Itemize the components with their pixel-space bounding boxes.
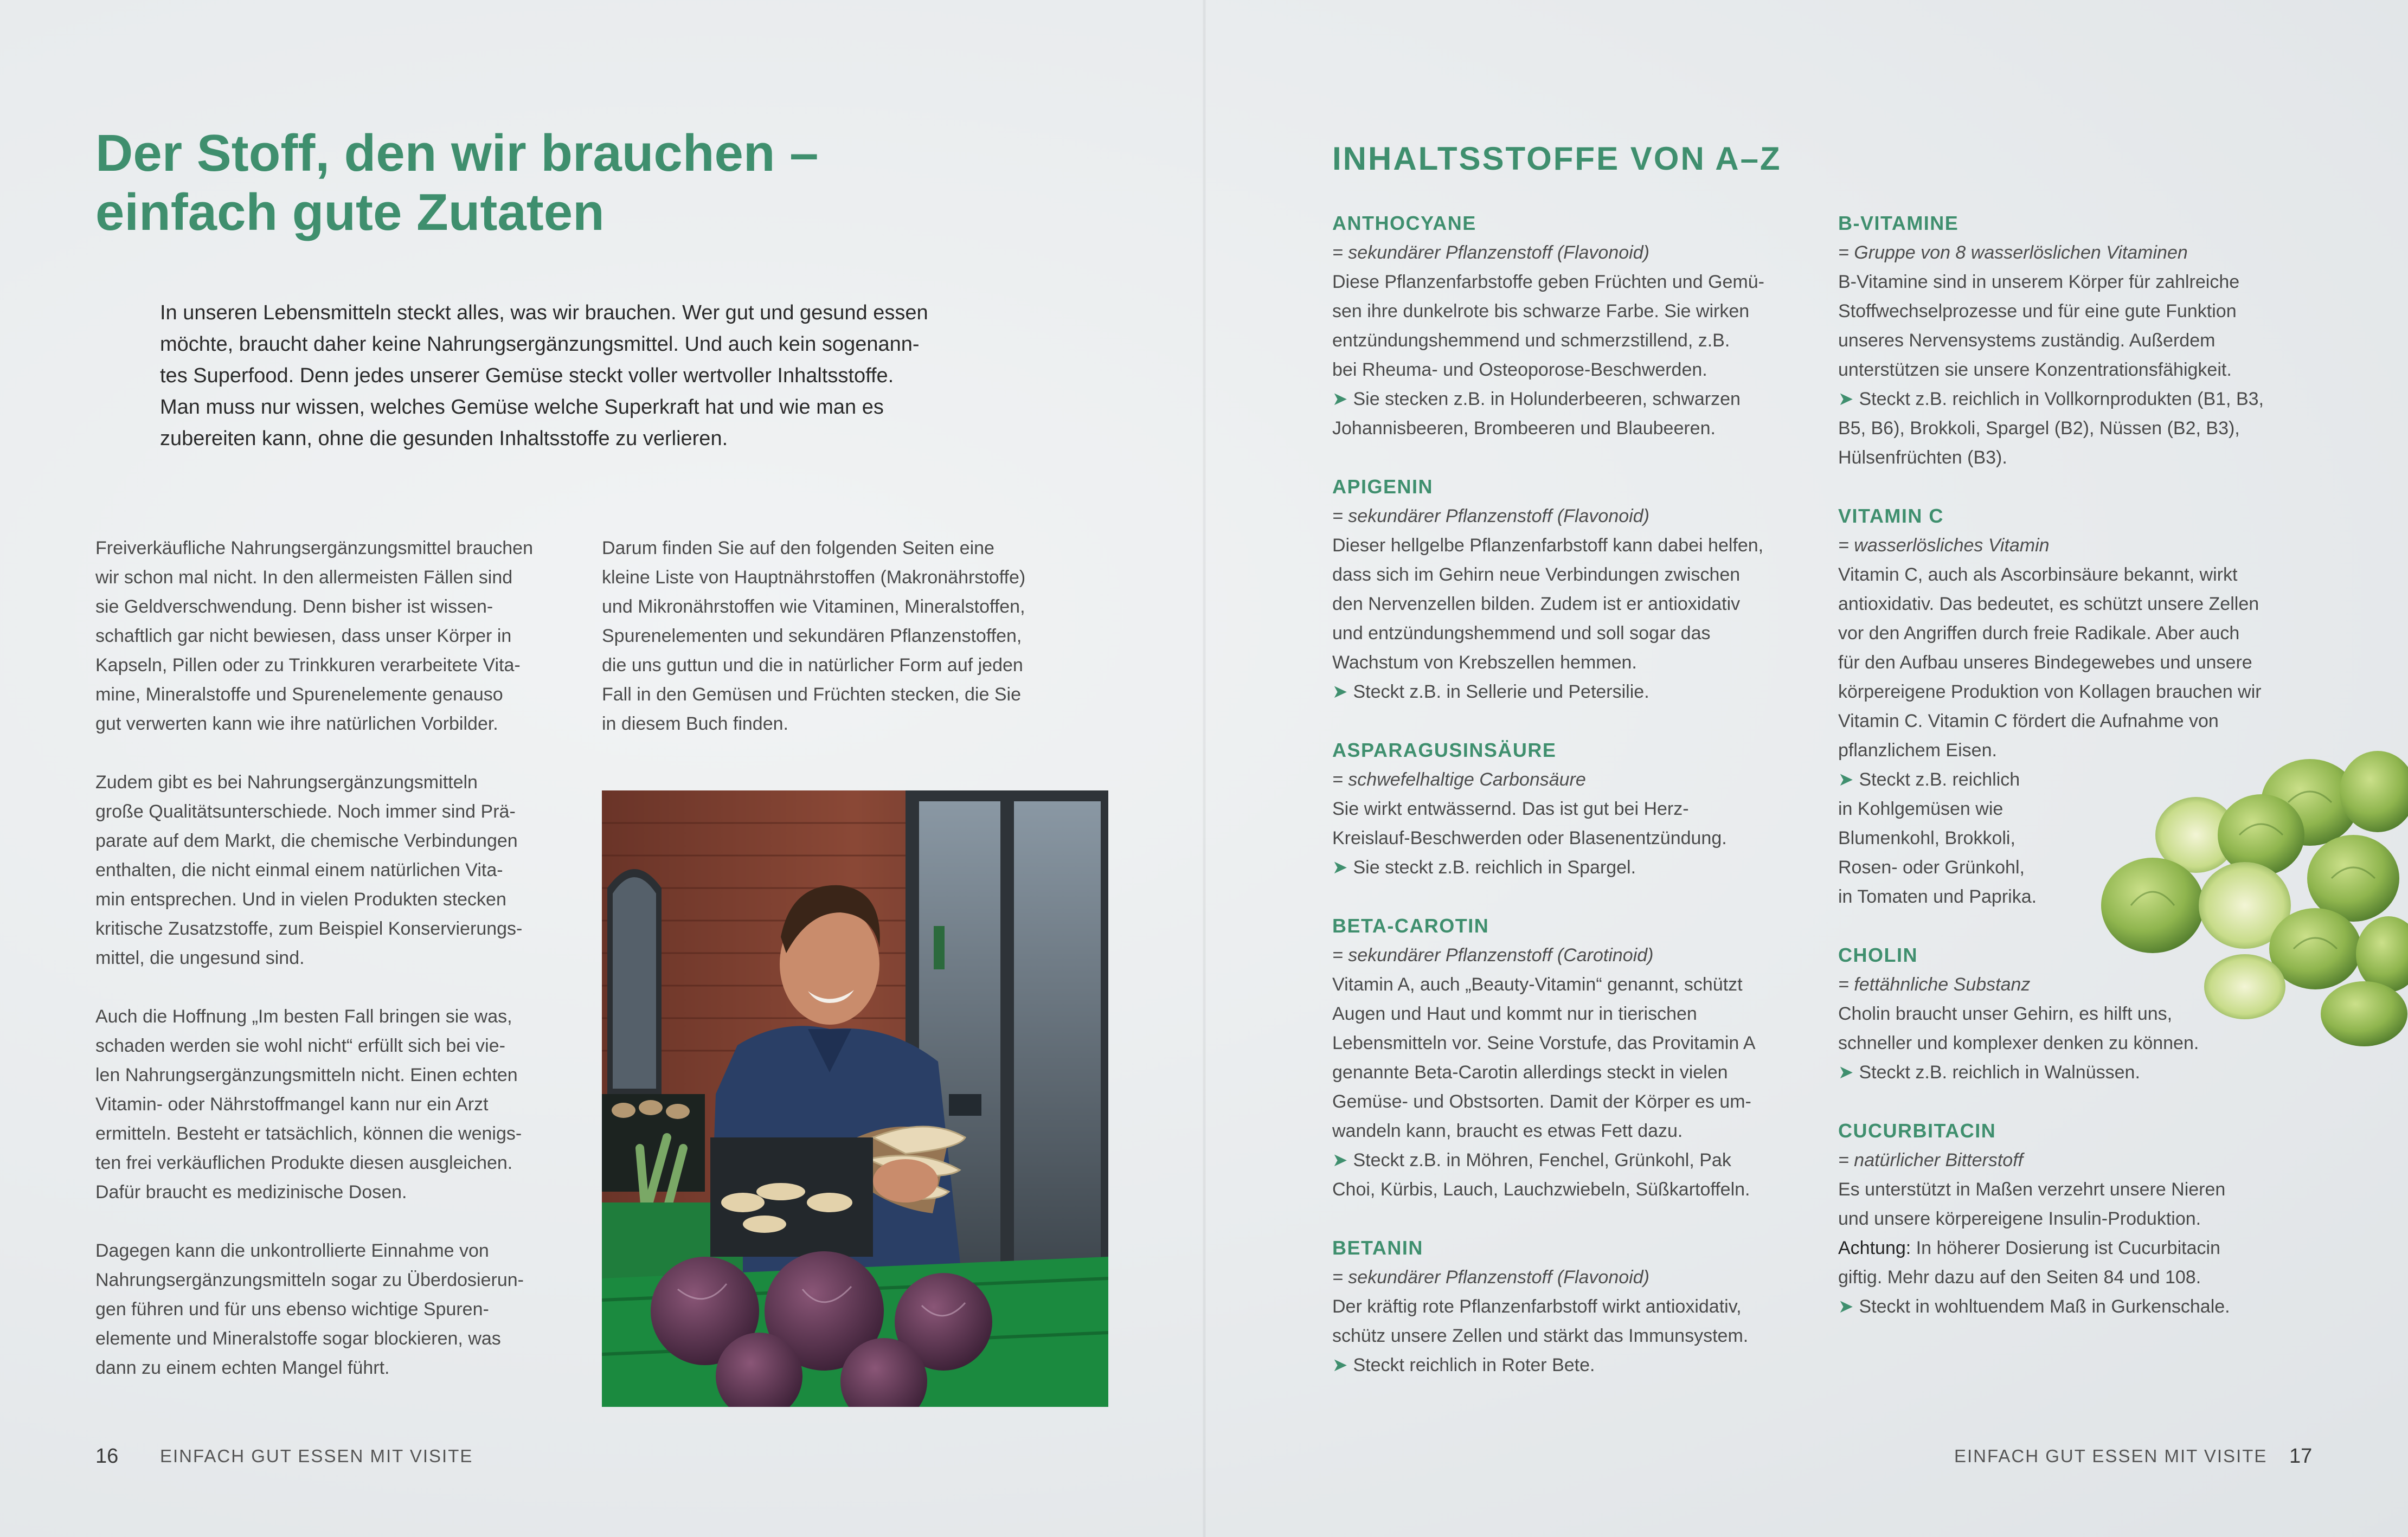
running-footer-left: EINFACH GUT ESSEN MIT VISITE [160,1446,473,1466]
warning-text: In höherer Dosierung ist Cucurbitacin [1911,1238,2220,1258]
entry-title: VITAMIN C [1838,505,1944,527]
body-line: mine, Mineralstoffe und Spurenelemente genauso [95,684,503,705]
body-line: elemente und Mineralstoffe sogar blockieren, was [95,1328,501,1349]
arrow-icon: ➤ [1838,389,1854,409]
entry-line: und entzündungshemmend und soll sogar das [1332,623,1711,644]
body-line: Auch die Hoffnung „Im besten Fall bringen sie was, [95,1006,512,1027]
entry-source-text: Steckt z.B. reichlich [1859,769,2020,790]
body-line: len Nahrungsergänzungsmitteln nicht. Einen echten [95,1065,518,1085]
entry-line: und unsere körpereigene Insulin-Produktion. [1838,1208,2201,1229]
entry-title: CUCURBITACIN [1838,1120,1996,1142]
entry-line: vor den Angriffen durch freie Radikale. Aber auch [1838,623,2240,644]
entry-line: bei Rheuma- und Osteoporose-Beschwerden. [1332,359,1707,380]
arrow-icon: ➤ [1332,389,1348,409]
body-column-right [602,533,1101,768]
body-line: große Qualitätsunterschiede. Noch immer sind Prä- [95,801,516,822]
entry-source-text: Steckt reichlich in Roter Bete. [1353,1355,1595,1375]
body-line: in diesem Buch finden. [602,713,788,734]
glossary-entry [1838,209,2353,472]
page-headline [95,124,909,242]
glossary-column-left [1332,209,1809,1409]
entry-source-line [1332,384,1809,414]
entry-line: körpereigene Produktion von Kollagen brauchen wir [1838,681,2262,702]
page-number-left: 16 [95,1445,119,1468]
entry-line: sen ihre dunkelrote bis schwarze Farbe. Sie wirken [1332,301,1750,321]
entry-source-text: Rosen- oder Grünkohl, [1838,857,2025,878]
body-paragraph [95,768,583,973]
body-line: und Mikronährstoffen wie Vitaminen, Mineralstoffen, [602,596,1025,617]
running-footer-right: EINFACH GUT ESSEN MIT VISITE [1954,1446,2268,1466]
entry-source-text: Johannisbeeren, Brombeeren und Blaubeeren. [1332,418,1716,439]
body-line: wir schon mal nicht. In den allermeisten Fällen sind [95,567,513,588]
entry-line: entzündungshemmend und schmerzstillend, z.B. [1332,330,1730,351]
entry-subtitle: = schwefelhaltige Carbonsäure [1332,769,1586,790]
intro-line: zubereiten kann, ohne die gesunden Inhaltsstoffe zu verlieren. [160,427,728,450]
body-line: Dagegen kann die unkontrollierte Einnahme von [95,1240,489,1261]
entry-title: BETANIN [1332,1237,1423,1259]
entry-line: unseres Nervensystems zuständig. Außerdem [1838,330,2216,351]
body-line: Darum finden Sie auf den folgenden Seiten eine [602,538,994,558]
entry-line: Diese Pflanzenfarbstoffe geben Früchten und Gemü- [1332,272,1764,292]
entry-line: Gemüse- und Obstsorten. Damit der Körper es um- [1332,1091,1751,1112]
entry-title: ASPARAGUSINSÄURE [1332,739,1557,761]
entry-line: Vitamin A, auch „Beauty-Vitamin“ genannt, schützt [1332,974,1743,995]
entry-subtitle: = natürlicher Bitterstoff [1838,1150,2024,1171]
entry-title: BETA-CAROTIN [1332,915,1489,937]
intro-line: In unseren Lebensmitteln steckt alles, was wir brauchen. Wer gut und gesund essen [160,301,928,324]
entry-warning-line [1838,1263,2353,1292]
entry-source-text: Steckt in wohltuendem Maß in Gurkenschale. [1859,1296,2230,1317]
entry-source-text: Sie steckt z.B. reichlich in Spargel. [1353,857,1636,878]
entry-line: Augen und Haut und kommt nur in tierischen [1332,1004,1697,1024]
body-line: schaden werden sie wohl nicht“ erfüllt sich bei vie- [95,1036,505,1056]
brussels-sprouts-image [2082,743,2408,1052]
entry-line: schütz unsere Zellen und stärkt das Immunsystem. [1332,1326,1749,1346]
page-fold [1203,0,1206,1537]
entry-line: dass sich im Gehirn neue Verbindungen zwischen [1332,564,1741,585]
entry-title: CHOLIN [1838,944,1918,966]
entry-line: Sie wirkt entwässernd. Das ist gut bei Herz- [1332,799,1689,819]
body-line: enthalten, die nicht einmal einem natürlichen Vita- [95,860,503,880]
body-line: Vitamin- oder Nährstoffmangel kann nur ein Arzt [95,1094,489,1115]
arrow-icon: ➤ [1838,769,1854,790]
entry-line: pflanzlichem Eisen. [1838,740,1997,761]
intro-line: möchte, braucht daher keine Nahrungsergänzungsmittel. Und auch kein sogenann- [160,333,920,356]
entry-line: Stoffwechselprozesse und für eine gute Funktion [1838,301,2237,321]
entry-title: B-VITAMINE [1838,212,1959,234]
entry-source-line [1332,1350,1809,1380]
entry-line: den Nervenzellen bilden. Zudem ist er antioxidativ [1332,594,1741,614]
entry-source-text: in Kohlgemüsen wie [1838,799,2004,819]
intro-paragraph [160,297,1028,454]
body-line: Freiverkäufliche Nahrungsergänzungsmittel brauchen [95,538,533,558]
entry-source-line [1838,443,2353,472]
entry-line: Cholin braucht unser Gehirn, es hilft uns, [1838,1004,2173,1024]
entry-line: Lebensmitteln vor. Seine Vorstufe, das Provitamin A [1332,1033,1756,1053]
entry-source-line [1332,1175,1809,1204]
entry-source-text: Blumenkohl, Brokkoli, [1838,828,2015,848]
entry-source-text: Steckt z.B. in Sellerie und Petersilie. [1353,681,1649,702]
body-column-left [95,533,583,1412]
entry-subtitle: = wasserlösliches Vitamin [1838,535,2050,556]
entry-source-text: Hülsenfrüchten (B3). [1838,447,2007,468]
entry-source-line [1838,414,2353,443]
entry-subtitle: = sekundärer Pflanzenstoff (Flavonoid) [1332,1267,1649,1288]
entry-source-line [1332,677,1809,706]
glossary-entry [1332,911,1809,1204]
entry-line: Kreislauf-Beschwerden oder Blasenentzündung. [1332,828,1727,848]
intro-line: Man muss nur wissen, welches Gemüse welche Superkraft hat und wie man es [160,396,884,419]
page-number-right: 17 [2289,1445,2313,1468]
entry-warning-line [1838,1233,2353,1263]
entry-source-line [1838,1292,2353,1321]
arrow-icon: ➤ [1838,1062,1854,1083]
arrow-icon: ➤ [1332,1355,1348,1375]
entry-line: Der kräftig rote Pflanzenfarbstoff wirkt antioxidativ, [1332,1296,1742,1317]
entry-subtitle: = sekundärer Pflanzenstoff (Carotinoid) [1332,945,1654,966]
body-line: Dafür braucht es medizinische Dosen. [95,1182,407,1202]
entry-title: ANTHOCYANE [1332,212,1476,234]
entry-line: Es unterstützt in Maßen verzehrt unsere Nieren [1838,1179,2226,1200]
entry-source-line [1332,1146,1809,1175]
body-line: gut verwerten kann wie ihre natürlichen Vorbilder. [95,713,498,734]
body-line: mittel, die ungesund sind. [95,948,305,968]
arrow-icon: ➤ [1838,1296,1854,1317]
entry-source-text: Steckt z.B. reichlich in Vollkornprodukten (B1, B3, [1859,389,2264,409]
entry-line: B-Vitamine sind in unserem Körper für zahlreiche [1838,272,2240,292]
arrow-icon: ➤ [1332,1150,1348,1171]
entry-source-line [1332,414,1809,443]
glossary-entry [1332,736,1809,882]
body-line: kleine Liste von Hauptnährstoffen (Makronährstoffe) [602,567,1026,588]
body-line: ten frei verkäuflichen Produkte diesen ausgleichen. [95,1153,513,1173]
entry-line: für den Aufbau unseres Bindegewebes und unsere [1838,652,2252,673]
body-line: Nahrungsergänzungsmitteln sogar zu Überdosierun- [95,1270,524,1290]
entry-source-text: Choi, Kürbis, Lauch, Lauchzwiebeln, Süßkartoffeln. [1332,1179,1750,1200]
entry-subtitle: = Gruppe von 8 wasserlöslichen Vitaminen [1838,242,2188,263]
body-line: min entsprechen. Und in vielen Produkten stecken [95,889,506,910]
entry-line: Vitamin C. Vitamin C fördert die Aufnahme von [1838,711,2219,731]
headline-line: Der Stoff, den wir brauchen – [95,124,819,182]
entry-subtitle: = fettähnliche Substanz [1838,974,2031,995]
body-line: dann zu einem echten Mangel führt. [95,1358,390,1378]
entry-line: antioxidativ. Das bedeutet, es schützt unsere Zellen [1838,594,2259,614]
entry-line: unterstützen sie unsere Konzentrationsfähigkeit. [1838,359,2232,380]
entry-source-text: Steckt z.B. reichlich in Walnüssen. [1859,1062,2140,1083]
glossary-entry [1332,1233,1809,1380]
entry-line: Vitamin C, auch als Ascorbinsäure bekannt, wirkt [1838,564,2238,585]
entry-line: wandeln kann, braucht es etwas Fett dazu. [1332,1121,1683,1141]
glossary-entry [1332,209,1809,443]
intro-line: tes Superfood. Denn jedes unserer Gemüse steckt voller wertvoller Inhaltsstoffe. [160,364,894,387]
entry-source-text: Steckt z.B. in Möhren, Fenchel, Grünkohl, Pak [1353,1150,1731,1171]
entry-source-text: in Tomaten und Paprika. [1838,886,2037,907]
warning-label: Achtung: [1838,1238,1911,1258]
body-paragraph [602,533,1101,738]
arrow-icon: ➤ [1332,857,1348,878]
body-line: Spurenelementen und sekundären Pflanzenstoffen, [602,626,1022,646]
body-paragraph [95,1236,583,1382]
entry-source-text: Sie stecken z.B. in Holunderbeeren, schwarzen [1353,389,1741,409]
body-line: schaftlich gar nicht bewiesen, dass unser Körper in [95,626,512,646]
arrow-icon: ➤ [1332,681,1348,702]
entry-source-line [1332,853,1809,882]
body-line: sie Geldverschwendung. Denn bisher ist wissen- [95,596,493,617]
entry-source-line [1838,1058,2353,1087]
body-line: parate auf dem Markt, die chemische Verbindungen [95,831,518,851]
entry-line: Wachstum von Krebszellen hemmen. [1332,652,1637,673]
body-paragraph [95,533,583,738]
section-title: INHALTSSTOFFE VON A–Z [1332,140,1782,177]
entry-title: APIGENIN [1332,475,1434,498]
body-line: Zudem gibt es bei Nahrungsergänzungsmitteln [95,772,478,793]
glossary-entry [1838,1116,2353,1321]
body-line: Fall in den Gemüsen und Früchten stecken, die Sie [602,684,1021,705]
body-line: ermitteln. Besteht er tatsächlich, können die wenigs- [95,1123,522,1144]
entry-line: genannte Beta-Carotin allerdings steckt in vielen [1332,1062,1728,1083]
entry-source-text: B5, B6), Brokkoli, Spargel (B2), Nüssen (B2, B3), [1838,418,2240,439]
entry-line: Dieser hellgelbe Pflanzenfarbstoff kann dabei helfen, [1332,535,1764,556]
vendor-photo [602,790,1108,1407]
body-line: die uns guttun und die in natürlicher Form auf jeden [602,655,1023,676]
warning-text: giftig. Mehr dazu auf den Seiten 84 und 108. [1838,1267,2201,1288]
entry-subtitle: = sekundärer Pflanzenstoff (Flavonoid) [1332,242,1649,263]
entry-source-line [1838,384,2353,414]
entry-line: schneller und komplexer denken zu können. [1838,1033,2199,1053]
body-line: gen führen und für uns ebenso wichtige Spuren- [95,1299,489,1320]
body-paragraph [95,1002,583,1207]
glossary-entry [1332,472,1809,706]
body-line: kritische Zusatzstoffe, zum Beispiel Konservierungs- [95,918,523,939]
body-line: Kapseln, Pillen oder zu Trinkkuren verarbeitete Vita- [95,655,521,676]
entry-subtitle: = sekundärer Pflanzenstoff (Flavonoid) [1332,506,1649,526]
headline-line: einfach gute Zutaten [95,183,605,241]
